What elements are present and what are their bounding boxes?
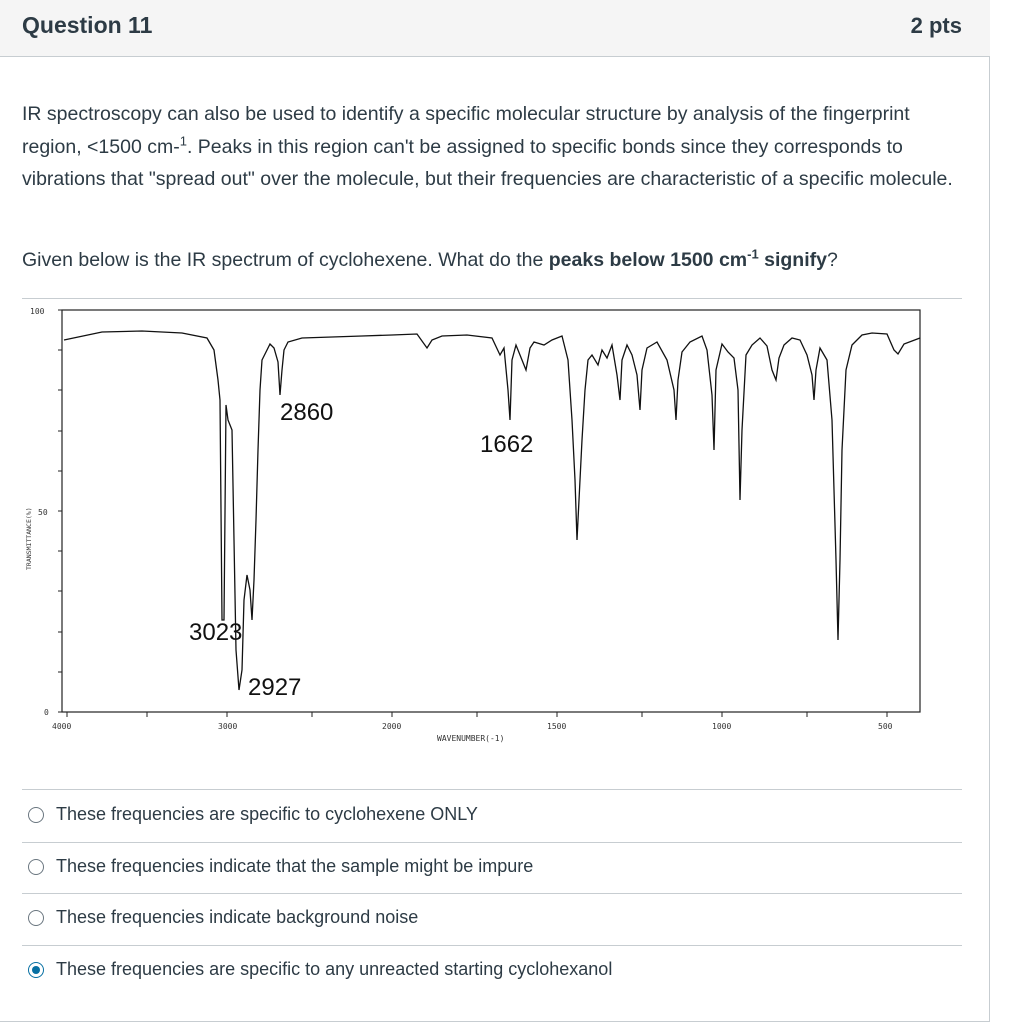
peak-label-2927: 2927 [248, 674, 302, 701]
ir-spectrum-image [22, 300, 962, 770]
intro-superscript: 1 [179, 133, 187, 148]
x-tick-3000: 3000 [218, 722, 238, 731]
divider [22, 789, 962, 790]
radio-button[interactable] [28, 807, 44, 823]
peak-label-2860: 2860 [280, 399, 334, 426]
peak-label-1662: 1662 [480, 431, 534, 458]
intro-text-1: IR spectroscopy can also be used to identify a specific molecular structure by analysis of the fingerprint region, <1500 cm- [22, 103, 910, 158]
answer-option-1[interactable] [22, 792, 962, 844]
answer-label[interactable]: These frequencies indicate background noise [56, 907, 419, 927]
x-tick-500: 500 [878, 722, 893, 731]
divider [22, 893, 962, 894]
x-tick-1500: 1500 [547, 722, 567, 731]
divider [22, 945, 962, 946]
divider [22, 298, 962, 299]
y-axis-label: TRANSMITTANCE(%) [25, 507, 33, 570]
divider [22, 842, 962, 843]
y-tick-50: 50 [38, 508, 48, 517]
answer-label[interactable]: These frequencies are specific to cyclohexene ONLY [56, 804, 478, 824]
peak-label-3023: 3023 [189, 619, 243, 646]
x-tick-2000: 2000 [382, 722, 402, 731]
y-tick-0: 0 [44, 708, 49, 717]
prompt-bold-text [548, 246, 827, 271]
answer-option-4[interactable] [22, 947, 962, 999]
answer-label[interactable]: These frequencies are specific to any unreacted starting cyclohexanol [56, 959, 613, 979]
x-tick-1000: 1000 [712, 722, 732, 731]
prompt-bold-1: peaks below 1500 cm [548, 249, 748, 271]
question-title: Question 11 [22, 12, 153, 38]
question-points: 2 pts [910, 13, 962, 38]
question-header [0, 0, 990, 57]
prompt-end: ? [826, 249, 838, 271]
prompt-text: Given below is the IR spectrum of cyclohexene. What do the [22, 249, 549, 271]
question-prompt [22, 244, 972, 276]
answer-option-3[interactable] [22, 895, 962, 947]
y-tick-100: 100 [30, 307, 45, 316]
radio-button[interactable] [28, 910, 44, 926]
x-tick-4000: 4000 [52, 722, 72, 731]
answer-label[interactable]: These frequencies indicate that the sample might be impure [56, 856, 534, 876]
intro-text-2: . Peaks in this region can't be assigned to specific bonds since they corresponds to vibrations that "spread out" over the molecule, but their frequencies are characteristic of a specific molecule. [22, 135, 953, 190]
plot-frame [62, 310, 920, 712]
question-intro [22, 98, 972, 196]
prompt-bold-2: signify [758, 249, 827, 271]
radio-button[interactable] [28, 859, 44, 875]
answer-option-2[interactable] [22, 844, 962, 896]
x-axis-label: WAVENUMBER(-1) [437, 734, 505, 743]
radio-button-selected[interactable] [28, 962, 44, 978]
prompt-superscript: -1 [747, 246, 759, 262]
